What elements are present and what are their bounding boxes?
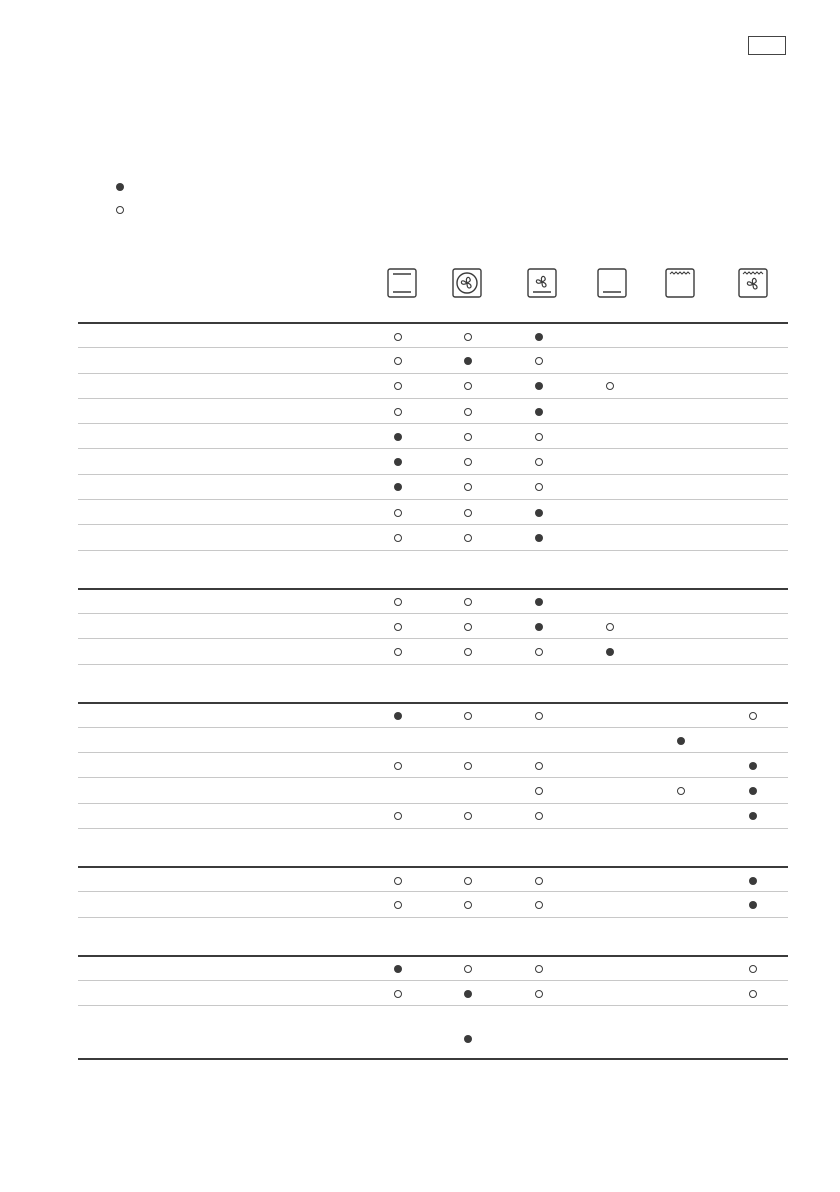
table-row <box>78 423 788 448</box>
group-spacer <box>78 664 788 702</box>
table-row <box>78 727 788 752</box>
table-row <box>78 613 788 638</box>
open-dot-icon <box>677 787 685 795</box>
open-dot-icon <box>464 623 472 631</box>
open-dot-icon <box>394 534 402 542</box>
table-row <box>78 777 788 802</box>
table-row <box>78 524 788 549</box>
open-dot-icon <box>749 712 757 720</box>
table-row <box>78 499 788 524</box>
open-dot-icon <box>394 812 402 820</box>
table-row <box>78 398 788 423</box>
fan-grill-icon <box>738 268 768 298</box>
open-dot-icon <box>464 509 472 517</box>
open-dot-icon <box>394 333 402 341</box>
filled-dot-icon <box>116 183 124 191</box>
open-dot-icon <box>464 433 472 441</box>
open-dot-icon <box>535 990 543 998</box>
filled-dot-icon <box>535 382 543 390</box>
group-spacer <box>78 917 788 955</box>
filled-dot-icon <box>394 483 402 491</box>
open-dot-icon <box>464 534 472 542</box>
fan-bottom-heat-icon <box>527 268 557 298</box>
open-dot-icon <box>464 812 472 820</box>
table-row <box>78 891 788 916</box>
open-dot-icon <box>464 762 472 770</box>
open-dot-icon <box>535 762 543 770</box>
open-dot-icon <box>394 357 402 365</box>
table-row <box>78 803 788 828</box>
oven-function-table <box>78 322 788 1060</box>
filled-dot-icon <box>749 901 757 909</box>
table-row <box>78 752 788 777</box>
open-dot-icon <box>535 965 543 973</box>
table-row <box>78 980 788 1005</box>
open-dot-icon <box>749 990 757 998</box>
filled-dot-icon <box>606 648 614 656</box>
filled-dot-icon <box>394 965 402 973</box>
fan-ring-heat-icon <box>452 268 482 298</box>
open-dot-icon <box>464 408 472 416</box>
table-row <box>78 638 788 663</box>
table-row <box>78 474 788 499</box>
open-dot-icon <box>749 965 757 973</box>
open-dot-icon <box>394 598 402 606</box>
open-dot-icon <box>464 382 472 390</box>
open-dot-icon <box>394 648 402 656</box>
top-bottom-heat-icon <box>387 268 417 298</box>
filled-dot-icon <box>535 534 543 542</box>
filled-dot-icon <box>464 1035 472 1043</box>
open-dot-icon <box>606 382 614 390</box>
open-dot-icon <box>394 990 402 998</box>
open-dot-icon <box>535 877 543 885</box>
open-dot-icon <box>535 901 543 909</box>
open-dot-icon <box>464 877 472 885</box>
open-dot-icon <box>535 357 543 365</box>
open-dot-icon <box>535 648 543 656</box>
filled-dot-icon <box>535 509 543 517</box>
open-dot-icon <box>535 483 543 491</box>
page-number-box <box>748 36 786 55</box>
open-dot-icon <box>464 458 472 466</box>
open-dot-icon <box>394 762 402 770</box>
filled-dot-icon <box>394 712 402 720</box>
table-row <box>78 448 788 473</box>
filled-dot-icon <box>535 598 543 606</box>
open-dot-icon <box>464 965 472 973</box>
table-row <box>78 588 788 613</box>
open-dot-icon <box>535 787 543 795</box>
table-row <box>78 347 788 372</box>
group-spacer <box>78 828 788 866</box>
open-dot-icon <box>394 623 402 631</box>
open-dot-icon <box>394 382 402 390</box>
filled-dot-icon <box>677 737 685 745</box>
open-dot-icon <box>116 206 124 214</box>
table-row <box>78 866 788 891</box>
open-dot-icon <box>464 598 472 606</box>
open-dot-icon <box>535 812 543 820</box>
table-row <box>78 955 788 980</box>
table-row <box>78 322 788 347</box>
filled-dot-icon <box>394 458 402 466</box>
table-row <box>78 373 788 398</box>
filled-dot-icon <box>749 812 757 820</box>
filled-dot-icon <box>394 433 402 441</box>
open-dot-icon <box>464 648 472 656</box>
open-dot-icon <box>394 877 402 885</box>
open-dot-icon <box>535 712 543 720</box>
grill-icon <box>665 268 695 298</box>
filled-dot-icon <box>749 877 757 885</box>
open-dot-icon <box>394 509 402 517</box>
open-dot-icon <box>535 433 543 441</box>
open-dot-icon <box>464 901 472 909</box>
open-dot-icon <box>606 623 614 631</box>
open-dot-icon <box>394 408 402 416</box>
filled-dot-icon <box>535 623 543 631</box>
filled-dot-icon <box>535 408 543 416</box>
bottom-heat-icon <box>597 268 627 298</box>
table-row <box>78 702 788 727</box>
filled-dot-icon <box>749 762 757 770</box>
open-dot-icon <box>464 712 472 720</box>
open-dot-icon <box>394 901 402 909</box>
open-dot-icon <box>464 483 472 491</box>
table-row <box>78 1005 788 1060</box>
filled-dot-icon <box>535 333 543 341</box>
open-dot-icon <box>464 333 472 341</box>
filled-dot-icon <box>464 990 472 998</box>
open-dot-icon <box>535 458 543 466</box>
filled-dot-icon <box>464 357 472 365</box>
group-spacer <box>78 550 788 588</box>
filled-dot-icon <box>749 787 757 795</box>
